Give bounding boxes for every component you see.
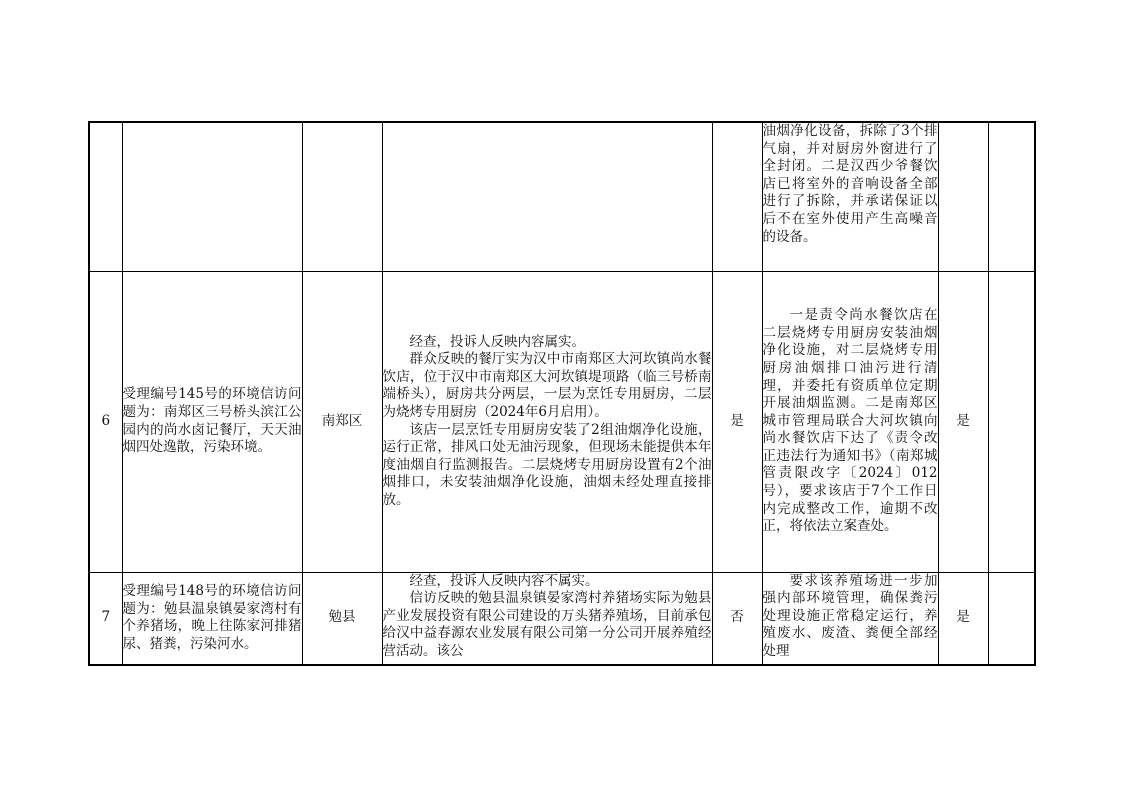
finding-cell [382, 122, 712, 271]
verified-cell: 否 [712, 572, 762, 665]
remark-cell [988, 271, 1035, 572]
remark-cell [988, 572, 1035, 665]
issue-cell: 受理编号145号的环境信访问题为：南郑区三号桥头滨江公园内的尚水卤记餐厅，天天油烟四处逸散，污染环境。 [122, 271, 302, 572]
remark-cell [988, 122, 1035, 271]
complaint-table [88, 121, 1036, 666]
finding-paragraph: 信访反映的勉县温泉镇晏家湾村养猪场实际为勉县产业发展投资有限公司建设的万头猪养殖场，目前承包给汉中益春源农业发展有限公司第一分公司开展养殖经营活动。该公 [382, 590, 712, 659]
finding-paragraph: 经查，投诉人反映内容不属实。 [409, 572, 599, 589]
finding-paragraph: 该店一层烹饪专用厨房安装了2组油烟净化设施，运行正常，排风口处无油污现象，但现场未能提供本年度油烟自行监测报告。二层烧烤专用厨房设置有2个油烟排口，未安装油烟净化设施，油烟未经处理直接排放。 [382, 421, 712, 508]
measures-cell [762, 122, 938, 271]
finding-paragraph: 群众反映的餐厅实为汉中市南郑区大河坎镇尚水餐饮店，位于汉中市南郑区大河坎镇堤项路（临三号桥南端桥头），厨房共分两层，一层为烹饪专用厨房，二层为烧烤专用厨房（2024年6月启用）。 [382, 351, 712, 420]
finding-cell [382, 572, 712, 665]
measures-paragraph: 油烟净化设备，拆除了3个排气扇，并对厨房外窗进行了全封闭。二是汉西少爷餐饮店已将室外的音响设备全部进行了拆除，并承诺保证以后不在室外使用产生高噪音的设备。 [762, 123, 938, 245]
table-row [89, 572, 1035, 665]
measures-paragraph: 一是责令尚水餐饮店在二层烧烤专用厨房安装油烟净化设施，对二层烧烤专用厨房油烟排口油污进行清理，并委托有资质单位定期开展油烟监测。二是南郑区城市管理局联合大河坎镇向尚水餐饮店下达了《责令改正违法行为通知书》（南郑城管责限改字〔2024〕012号），要求该店于7个工作日内完成整改工作，逾期不改正，将依法立案查处。 [762, 307, 938, 535]
finding-paragraph: 经查，投诉人反映内容属实。 [409, 333, 585, 350]
table-row [89, 122, 1035, 271]
finding-cell [382, 271, 712, 572]
measures-paragraph: 要求该养殖场进一步加强内部环境管理，确保粪污处理设施正常稳定运行，养殖废水、废渣、粪便全部经处理 [762, 572, 938, 659]
row-number-cell: 6 [89, 271, 122, 572]
rectified-cell [938, 122, 988, 271]
rectified-cell: 是 [938, 271, 988, 572]
verified-cell [712, 122, 762, 271]
table-row [89, 271, 1035, 572]
rectified-cell: 是 [938, 572, 988, 665]
row-number-cell: 7 [89, 572, 122, 665]
issue-cell: 受理编号148号的环境信访问题为：勉县温泉镇晏家湾村有个养猪场，晚上往陈家河排猪尿、猪粪，污染河水。 [122, 572, 302, 665]
issue-cell [122, 122, 302, 271]
measures-cell [762, 572, 938, 665]
verified-cell: 是 [712, 271, 762, 572]
district-cell: 南郑区 [302, 271, 382, 572]
row-number-cell [89, 122, 122, 271]
district-cell: 勉县 [302, 572, 382, 665]
district-cell [302, 122, 382, 271]
measures-cell [762, 271, 938, 572]
